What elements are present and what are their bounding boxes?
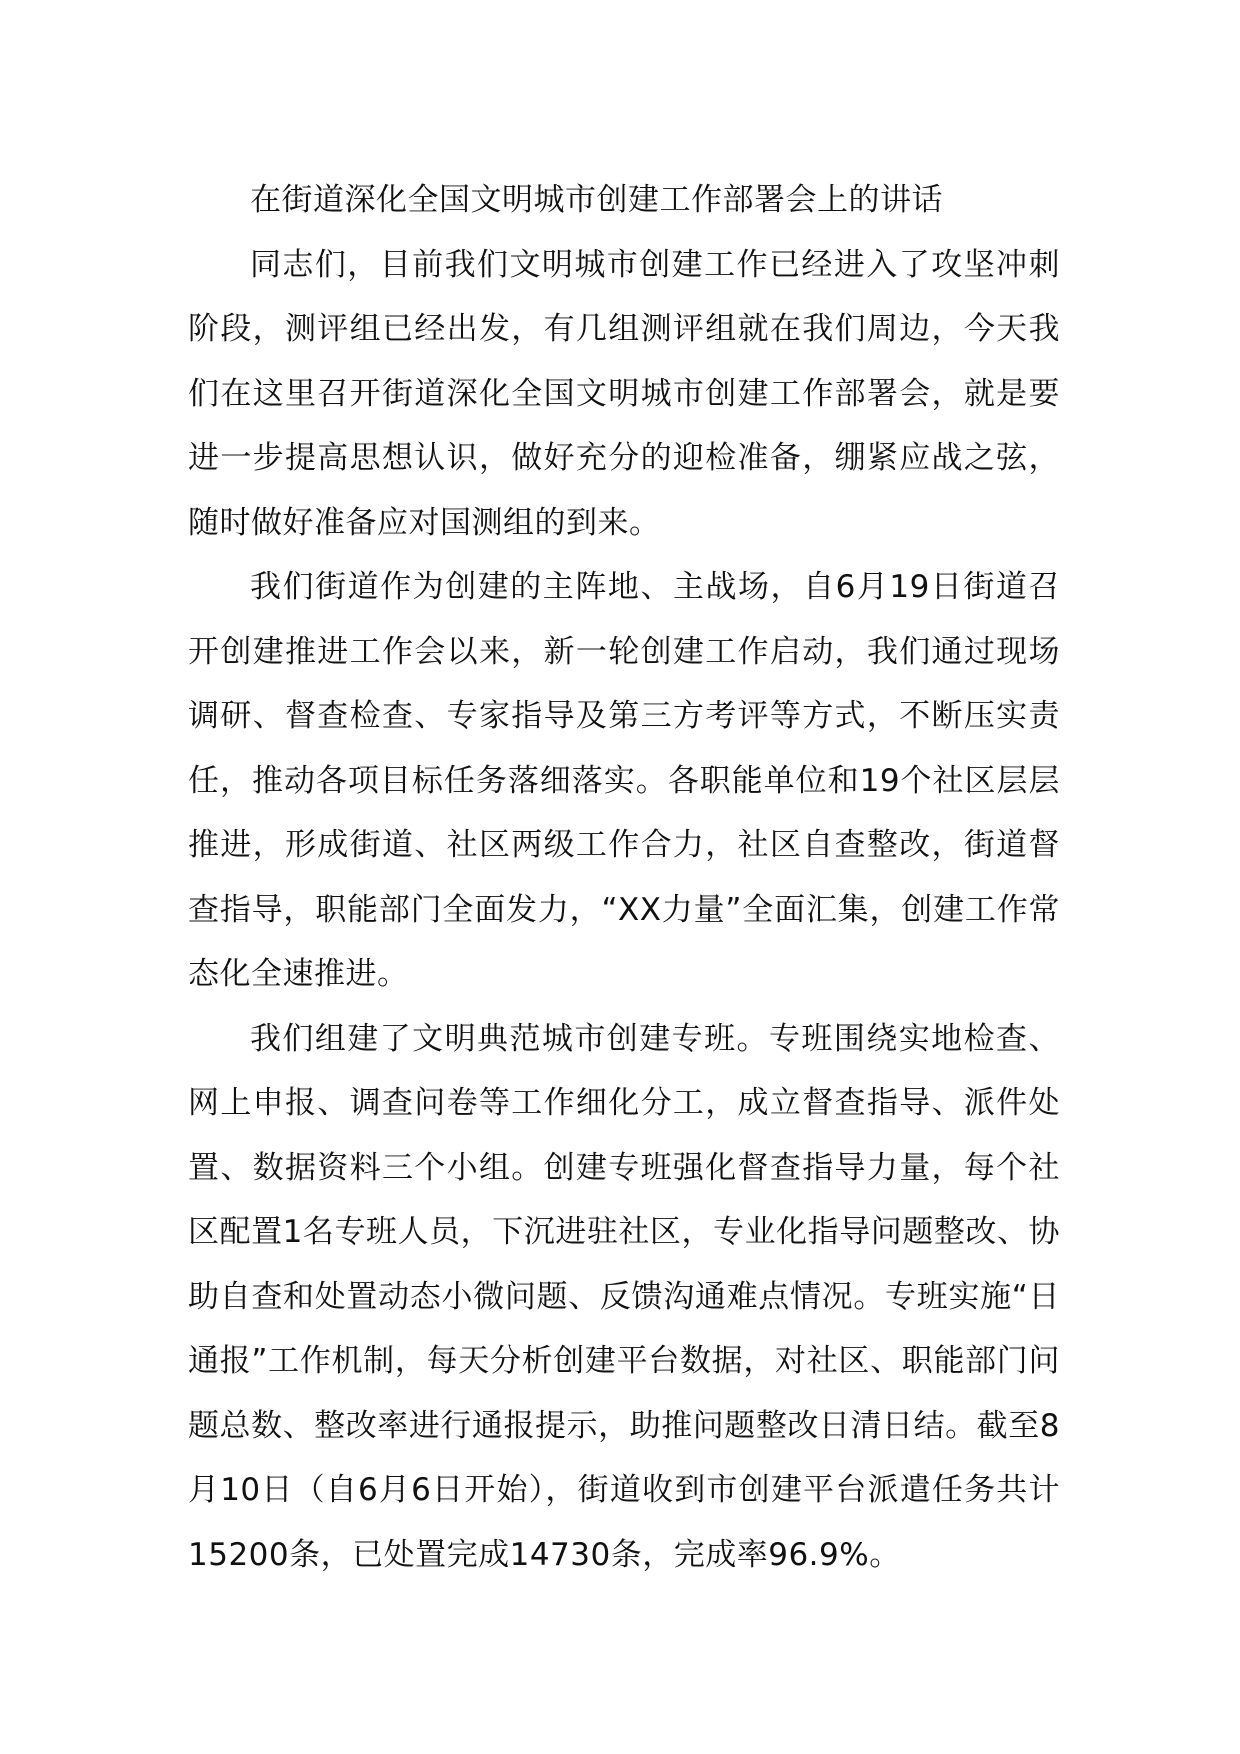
paragraph-2: 我们街道作为创建的主阵地、主战场，自6月19日街道召开创建推进工作会以来，新一轮创建工作启动，我们通过现场调研、督查检查、专家指导及第三方考评等方式，不断压实责任，推动各项目标任务落细落实。各职能单位和19个社区层层推进，形成街道、社区两级工作合力，社区自查整改，街道督查指导，职能部门全面发力，“XX力量”全面汇集，创建工作常态化全速推进。 bbox=[188, 569, 1060, 992]
document-body bbox=[188, 168, 1060, 1587]
paragraph-1: 同志们，目前我们文明城市创建工作已经进入了攻坚冲刺阶段，测评组已经出发，有几组测评组就在我们周边，今天我们在这里召开街道深化全国文明城市创建工作部署会，就是要进一步提高思想认识，做好充分的迎检准备，绷紧应战之弦，随时做好准备应对国测组的到来。 bbox=[188, 246, 1060, 541]
paragraph-3: 我们组建了文明典范城市创建专班。专班围绕实地检查、网上申报、调查问卷等工作细化分工，成立督查指导、派件处置、数据资料三个小组。创建专班强化督查指导力量，每个社区配置1名专班人员，下沉进驻社区，专业化指导问题整改、协助自查和处置动态小微问题、反馈沟通难点情况。专班实施“日通报”工作机制，每天分析创建平台数据，对社区、职能部门问题总数、整改率进行通报提示，助推问题整改日清日结。截至8月10日（自6月6日开始），街道收到市创建平台派遣任务共计15200条，已处置完成14730条，完成率96.9%。 bbox=[188, 1020, 1060, 1573]
document-title: 在街道深化全国文明城市创建工作部署会上的讲话 bbox=[250, 182, 943, 218]
